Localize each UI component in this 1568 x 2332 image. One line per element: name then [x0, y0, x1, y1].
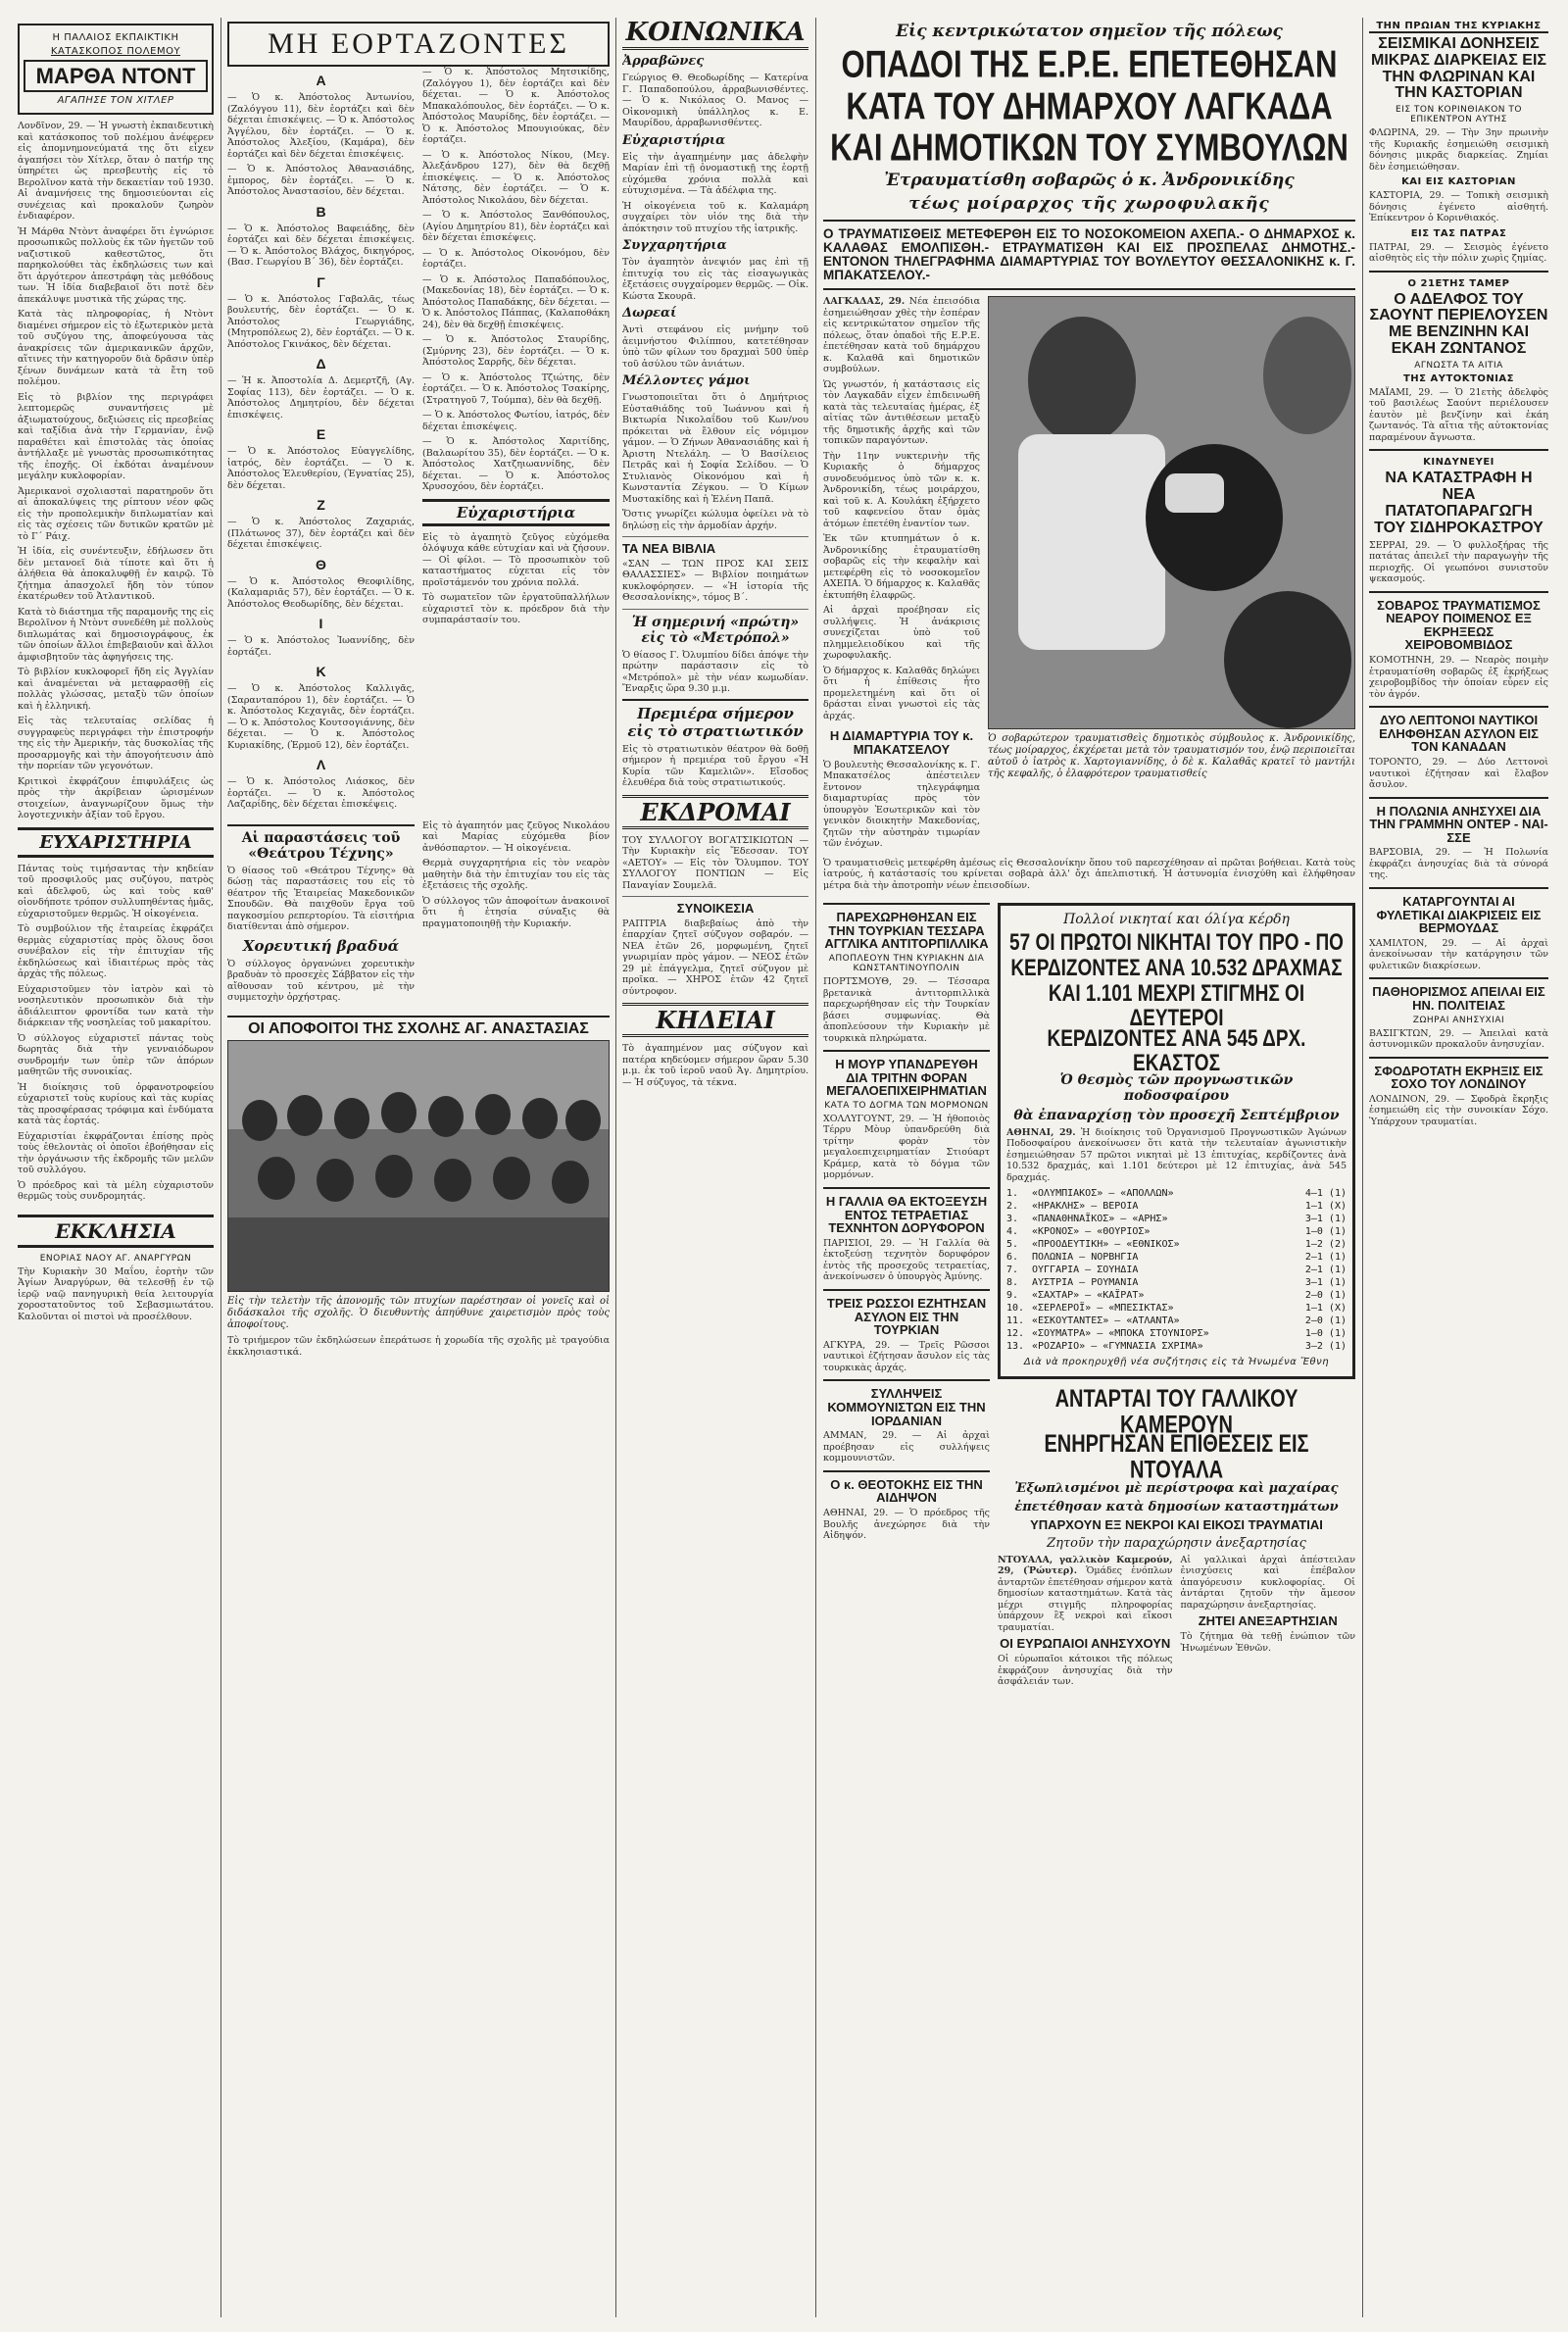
tamer-kicker: Ο 21ΕΤΗΣ ΤΑΜΕΡ [1407, 277, 1510, 289]
main-columns: Εἰς κεντρικώτατον σημεῖον τῆς πόλεως ΟΠΑΔΟΙ ΤΗΣ Ε.Ρ.Ε. ΕΠΕΤΕΘΗΣΑΝ ΚΑΤΑ ΤΟΥ ΔΗΜΑΡΧΟΥ ΛΑΓΚΑΔΑ ΚΑΙ ΔΗΜΟΤΙΚΩΝ ΤΟΥ ΣΥΜΒΟΥΛΩΝ Ἐτραυματίσθη σοβαρῶς ὁ κ. Ἀνδρονικίδης τέως μοίραρχος τῆς χωροφυλακῆς Ο ΤΡΑΥΜΑΤΙΣΘΕΙΣ ΜΕΤΕΦΕΡΘΗ ΕΙΣ ΤΟ ΝΟΣΟΚΟΜΕΙΟΝ ΑΧΕΠΑ.- Ο ΔΗΜΑΡΧΟΣ κ. ΚΑΛΑΘΑΣ ΕΜΟΛΠΙΣΘΗ.- ΕΤΡΑΥΜΑΤΙΣΘΗ ΚΑΙ ΕΙΣ ΠΡΟΣΠΕΛΑΣ ΔΗΜΟΤΗΣ.- ΕΝΤΟΝΟΝ ΤΗΛΕΓΡΑΦΗΜΑ ΔΙΑΜΑΡΤΥΡΙΑΣ ΤΟΥ ΒΟΥΛΕΥΤΟΥ ΘΕΣΣΑΛΟΝΙΚΗΣ κ. Γ. ΜΠΑΚΑΤΣΕΛΟΥ.- ΛΑΓΚΑΔΑΣ, 29. Νέα ἐπεισόδια ἐσημειώθησαν χθὲς τὴν ἑσπέραν εἰς κεντρικώτατον σημεῖον τῆς πόλεως, ὅταν ὁπαδοὶ τῆς Ε.Ρ.Ε. ἐπετέθησαν κατὰ τοῦ δημάρχου κ. Καλαθᾶ καὶ δημοτικῶν συμβούλων. Ὡς γνωστόν, ἡ κατάστασις εἰς τὸν Λαγκαδᾶν εἶχεν ἐπιδεινωθῆ κατὰ τὰς τελευταίας ἡμέρας, ἐξ αἰτίας τῶν ἀντιθέσεων μεταξὺ τῆς δημοτικῆς ἀρχῆς καὶ τῶν τοπικῶν παραγόντων. Τὴν 11ην νυκτερινὴν τῆς Κυριακῆς ὁ δήμαρχος συνοδευόμενος ὑπὸ τῶν κ. κ. Ἀνδρονικίδη, τέως μοιράρχου, καὶ τοῦ κ. Α. Κουλάκη ἐξήρχετο τοῦ καφενείου ὅταν ὁμὰς ἀτόμων ἐπετέθη ἐναντίον των. Ἐκ τῶν κτυπημάτων ὁ κ. Ἀνδρονικίδης ἐτραυματίσθη σοβαρῶς εἰς τὴν κεφαλὴν καὶ μετεφέρθη εἰς τὸ νοσοκομεῖον ΑΧΕΠΑ. Ὁ δήμαρχος κ. Καλαθᾶς ἐκτυπήθη ἐλαφρῶς. Αἱ ἀρχαὶ προέβησαν εἰς συλλήψεις. Ἡ ἀνάκρισις συνεχίζεται ὑπὸ τοῦ πλημμελειοδίκου καὶ τῆς χωροφυλακῆς. Ὁ δήμαρχος κ. Καλαθᾶς δηλώνει ὅτι ἡ ἐπίθεσις ἦτο προμελετημένη καὶ ὅτι οἱ δράσται εἶναι γνωστοὶ εἰς τὰς ἀρχάς. Η ΔΙΑΜΑΡΤΥΡΙΑ ΤΟΥ κ. ΜΠΑΚΑΤΣΕΛΟΥ Ὁ βουλευτὴς Θεσσαλονίκης κ. Γ. Μπακατσέλος ἀπέστειλεν ἔντονον τηλεγράφημα διαμαρτυρίας πρὸς τὸν ὑπουργὸν Ἐσωτερικῶν καὶ τὸν γενικὸν διοικητὴν Μακεδονίας, ζητῶν τὴν αὐστηρὰν τιμωρίαν τῶν ἐνόχων. Ὁ σοβαρώτερον τραυματισθεὶς δημοτικὸς σύμβουλος κ. Ἀνδρονικίδης, τέως μοίραρχος, ἐκχέρεται μετὰ τὸν τραυματισμόν του, ἐνῷ περιποιεῖται αὐτοῦ ὁ ἰατρὸς κ. Χαρτογιαννίδης, ὁ δὲ κ. Καλαθᾶς κρατεῖ τὸ μαντήλι τῆς κεφαλῆς, ὁ ἐλαφρότερον τραυματισθείς Ὁ τραυματισθεὶς μετεφέρθη ἀμέσως εἰς Θεσσαλονίκην ὅπου τοῦ παρεσχέθησαν αἱ πρῶται βοήθειαι. Κατὰ τοὺς ἰατρούς, ἡ κατάστασίς του κρίνεται σοβαρὰ ἀλλ' ὄχι ἀπελπιστική. Ἡ ἀστυνομία ἐνισχύθη καὶ ἐλήφθησαν μέτρα διὰ τὴν ἀποτροπὴν νέων ἐπεισοδίων. ΠΑΡΕΧΩΡΗΘΗΣΑΝ ΕΙΣ ΤΗΝ ΤΟΥΡΚΙΑΝ ΤΕΣΣΑΡΑ ΑΓΓΛΙΚΑ ΑΝΤΙΤΟΡΠΙΛΛΙΚΑ ΑΠΟΠΛΕΟΥΝ ΤΗΝ ΚΥΡΙΑΚΗΝ ΔΙΑ ΚΩΝΣΤΑΝΤΙΝΟΥΠΟΛΙΝ ΠΟΡΤΣΜΟΥΘ, 29. — Τέσσαρα βρετανικὰ ἀντιτορπιλλικὰ παρεχωρήθησαν εἰς τὴν Τουρκίαν βάσει συμφωνίας. Θὰ ἀποπλεύσουν τὴν Κυριακὴν μὲ τουρκικὰ πληρώματα. Η ΜΟΥΡ ΥΠΑΝΔΡΕΥΘΗ ΔΙΑ ΤΡΙΤΗΝ ΦΟΡΑΝ ΜΕΓΑΛΟΕΠΙΧΕΙΡΗΜΑΤΙΑΝ ΚΑΤΑ ΤΟ ΔΟΓΜΑ ΤΩΝ ΜΟΡΜΟΝΩΝ ΧΟΛΛΥΓΟΥΝΤ, 29. — Ἡ ἠθοποιὸς Τέρρυ Μὸυρ ὑπανδρεύθη διὰ τρίτην φορὰν τὸν μεγαλοεπιχειρηματίαν Στιούαρτ Κράμερ, κατὰ τὸ δόγμα τῶν μορμόνων. Η ΓΑΛΛΙΑ ΘΑ ΕΚΤΟΞΕΥΣΗ ΕΝΤΟΣ ΤΕΤΡΑΕΤΙΑΣ ΤΕΧΝΗΤΟΝ ΔΟΡΥΦΟΡΟΝ ΠΑΡΙΣΙΟΙ, 29. — Ἡ Γαλλία θὰ ἐκτοξεύσῃ τεχνητὸν δορυφόρον ἐντὸς τῆς προσεχοῦς τετραετίας, ἀνεκοίνωσεν ὁ ὑπουργὸς Ἀμύνης. ΤΡΕΙΣ ΡΩΣΣΟΙ ΕΖΗΤΗΣΑΝ ΑΣΥΛΟΝ ΕΙΣ ΤΗΝ ΤΟΥΡΚΙΑΝ ΑΓΚΥΡΑ, 29. — Τρεῖς Ρῶσσοι ναυτικοὶ ἐζήτησαν ἄσυλον εἰς τὰς τουρκικὰς ἀρχάς. ΣΥΛΛΗΨΕΙΣ ΚΟΜΜΟΥΝΙΣΤΩΝ ΕΙΣ ΤΗΝ ΙΟΡΔΑΝΙΑΝ ΑΜΜΑΝ, 29. — Αἱ ἀρχαὶ προέβησαν εἰς συλλήψεις κομμουνιστῶν. Ο κ. ΘΕΟΤΟΚΗΣ ΕΙΣ ΤΗΝ ΑΙΔΗΨΟΝ ΑΘΗΝΑΙ, 29. — Ὁ πρόεδρος τῆς Βουλῆς ἀνεχώρησε διὰ τὴν Αἰδηψόν. Πολλοί νικηταί και όλίγα κέρδη 57 ΟΙ ΠΡΩΤΟΙ ΝΙΚΗΤΑΙ ΤΟΥ ΠΡΟ - ΠΟ ΚΕΡΔΙΖΟΝΤΕΣ ΑΝΑ 10.532 ΔΡΑΧΜΑΣ ΚΑΙ 1.101 ΜΕΧΡΙ ΣΤΙΓΜΗΣ ΟΙ ΔΕΥΤΕΡΟΙ ΚΕΡΔΙΖΟΝΤΕΣ ΑΝΑ 545 ΔΡΧ. ΕΚΑΣΤΟΣ Ὁ θεσμὸς τῶν προγνωστικῶν ποδοσφαίρου θὰ ἐπαναρχίσῃ τὸν προσεχῆ Σεπτέμβριον ΑΘΗΝΑΙ, 29. Ἡ διοίκησις τοῦ Ὀργανισμοῦ Προγνωστικῶν Ἀγώνων Ποδοσφαίρου ἀνεκοίνωσεν ὅτι κατὰ τὴν τελευταίαν ἀγωνιστικὴν ἐσημειώθησαν 57 πρῶτοι νικηταὶ μὲ 13 ἐπιτυχίας, κερδίζοντες ἀνὰ 10.532 δραχμάς, καὶ 1.101 δεύτεροι μὲ 12 ἐπιτυχίας, ἀνὰ 545 δραχμάς. 1. «ΟΛΥΜΠΙΑΚΟΣ» — «ΑΠΟΛΛΩΝ» 4—1 (1) 2. «ΗΡΑΚΛΗΣ» — ΒΕΡΟΙΑ 1—1 (Χ) 3. «ΠΑΝΑΘΗΝΑΪΚΟΣ» — «ΑΡΗΣ» 3—1 (1) 4. «ΚΡΟΝΟΣ» — «ΘΟΥΡΙΟΣ» 1—0 (1) 5. «ΠΡΟΟΔΕΥΤΙΚΗ» — «ΕΘΝΙΚΟΣ» 1—2 (2) 6. ΠΟΛΩΝΙΑ — ΝΟΡΒΗΓΙΑ 2—1 (1) 7. ΟΥΓΓΑΡΙΑ — ΣΟΥΗΔΙΑ 2—1 (1) 8. ΑΥΣΤΡΙΑ — ΡΟΥΜΑΝΙΑ 3—1 (1) 9. «ΣΑΧΤΑΡ» — «ΚΑΪΡΑΤ» 2—0 (1) 10. «ΣΕΡΛΕΡΟΪ» — «ΜΠΕΣΙΚΤΑΣ» 1—1 (Χ) 11. «ΕΣΚΟΥΤΑΝΤΕΣ» — «ΑΤΛΑΝΤΑ» 2—0 (1) 12. «ΣΟΥΜΑΤΡΑ» — «ΜΠΟΚΑ ΣΤΟΥΝΙΟΡΣ» 1—0 (1) 13. «ΡΟΖΑΡΙΟ» — «ΓΥΜΝΑΣΙΑ ΣΧΡΙΜΑ» 3—2 (1) Διὰ νὰ προκηρυχθῇ νέα συζήτησις εἰς τὰ Ἡνωμένα Ἔθνη ΑΝΤΑΡΤΑΙ ΤΟΥ ΓΑΛΛΙΚΟΥ ΚΑΜΕΡΟΥΝ ΕΝΗΡΓΗΣΑΝ ΕΠΙΘΕΣΕΙΣ ΕΙΣ ΝΤΟΥΑΛΑ Ἐξωπλισμένοι μὲ περίστροφα καὶ μαχαίρας ἐπετέθησαν κατὰ δημοσίων καταστημάτων ΥΠΑΡΧΟΥΝ ΕΞ ΝΕΚΡΟΙ ΚΑΙ ΕΙΚΟΣΙ ΤΡΑΥΜΑΤΙΑΙ Ζητοῦν τὴν παραχώρησιν ἀνεξαρτησίας ΝΤΟΥΑΛΑ, γαλλικὸν Καμερούν, 29, (Ῥώυτερ). Ὁμάδες ἐνόπλων ἀνταρτῶν ἐπετέθησαν σήμερον κατὰ δημοσίων καταστημάτων. Κατὰ τὰς μέχρι στιγμῆς πληροφορίας ὑπάρχουν ἓξ νεκροὶ καὶ εἴκοσι τραυματίαι. ΟΙ ΕΥΡΩΠΑΙΟΙ ΑΝΗΣΥΧΟΥΝ Οἱ εὐρωπαῖοι κάτοικοι τῆς πόλεως ἐκφράζουν ἀνησυχίας διὰ τὴν ἀσφάλειάν των. Αἱ γαλλικαὶ ἀρχαὶ ἀπέστειλαν ἐνισχύσεις καὶ ἐπέβαλον ἀπαγόρευσιν κυκλοφορίας. Οἱ ἀντάρται ζητοῦν τὴν ἄμεσον παραχώρησιν ἀνεξαρτησίας. ΖΗΤΕΙ ΑΝΕΞΑΡΤΗΣΙΑΝ Τὸ ζήτημα θὰ τεθῇ ἐνώπιον τῶν Ἡνωμένων Ἐθνῶν. [823, 18, 1355, 2317]
turkey-sub: ΑΠΟΠΛΕΟΥΝ ΤΗΝ ΚΥΡΙΑΚΗΝ ΔΙΑ ΚΩΝΣΤΑΝΤΙΝΟΥΠΟΛΙΝ [828, 954, 985, 974]
main-story-text: ΛΑΓΚΑΔΑΣ, 29. Νέα ἐπεισόδια ἐσημειώθησαν χθὲς τὴν ἑσπέραν εἰς κεντρικώτατον σημεῖον τῆς πόλεως, ὅταν ὁπαδοὶ τῆς Ε.Ρ.Ε. ἐπετέθησαν κατὰ τοῦ δημάρχου κ. Καλαθᾶ καὶ δημοτικῶν συμβούλων. Ὡς γνωστόν, ἡ κατάστασις εἰς τὸν Λαγκαδᾶν εἶχεν ἐπιδεινωθῆ κατὰ τὰς τελευταίας ἡμέρας, ἐξ αἰτίας τῶν ἀντιθέσεων μεταξὺ τῆς δημοτικῆς ἀρχῆς καὶ τῶν τοπικῶν παραγόντων. Τὴν 11ην νυκτερινὴν τῆς Κυριακῆς ὁ δήμαρχος συνοδευόμενος ὑπὸ τῶν κ. κ. Ἀνδρονικίδη, τέως μοιράρχου, καὶ τοῦ κ. Α. Κουλάκη ἐξήρχετο τοῦ καφενείου ὅταν ὁμὰς ἀτόμων ἐπετέθη ἐναντίον των. Ἐκ τῶν κτυπημάτων ὁ κ. Ἀνδρονικίδης ἐτραυματίσθη σοβαρῶς εἰς τὴν κεφαλὴν καὶ μετεφέρθη εἰς τὸ νοσοκομεῖον ΑΧΕΠΑ. Ὁ δήμαρχος κ. Καλαθᾶς ἐκτυπήθη ἐλαφρῶς. Αἱ ἀρχαὶ προέβησαν εἰς συλλήψεις. Ἡ ἀνάκρισις συνεχίζεται ὑπὸ τοῦ πλημμελειοδίκου καὶ τῆς χωροφυλακῆς. Ὁ δήμαρχος κ. Καλαθᾶς δηλώνει ὅτι ἡ ἐπίθεσις ἦτο προμελετημένη καὶ ὅτι οἱ δράσται εἶναι γνωστοὶ εἰς τὰς ἀρχάς. Η ΔΙΑΜΑΡΤΥΡΙΑ ΤΟΥ κ. ΜΠΑΚΑΤΣΕΛΟΥ Ὁ βουλευτὴς Θεσσαλονίκης κ. Γ. Μπακατσέλος ἀπέστειλεν ἔντονον τηλεγράφημα διαμαρτυρίας πρὸς τὸν ὑπουργὸν Ἐσωτερικῶν καὶ τὸν γενικὸν διοικητὴν Μακεδονίας, ζητῶν τὴν αὐστηρὰν τιμωρίαν τῶν ἐνόχων. [823, 296, 980, 850]
sygxaritiria-head: Συγχαρητήρια [622, 238, 727, 253]
main-headline-2: ΚΑΤΑ ΤΟΥ ΔΗΜΑΡΧΟΥ ΛΑΓΚΑΔΑ [846, 84, 1333, 127]
rule-1 [220, 18, 221, 2317]
gamoi-head: Μέλλοντες γάμοι [622, 373, 751, 388]
main-headline-1: ΟΠΑΔΟΙ ΤΗΣ Ε.Ρ.Ε. ΕΠΕΤΕΘΗΣΑΝ [841, 42, 1338, 86]
propo-match-result: 3—1 (1) [1304, 1277, 1347, 1289]
propo-match-teams: «ΣΕΡΛΕΡΟΪ» — «ΜΠΕΣΙΚΤΑΣ» [1032, 1303, 1174, 1315]
propo-match-result: 2—1 (1) [1304, 1252, 1347, 1264]
main-photo [988, 296, 1355, 729]
school-photo-block: ΟΙ ΑΠΟΦΟΙΤΟΙ ΤΗΣ ΣΧΟΛΗΣ ΑΓ. ΑΝΑΣΤΑΣΙΑΣ Εἰς τὴν τελετὴν τῆς ἀπονομῆς τῶν πτυχίων παρέστησαν οἱ γονεῖς καὶ οἱ διδάσκαλοι τῆς σχολῆς. Ὁ διευθυντὴς ἀπηύθυνε χαιρετισμὸν πρὸς τοὺς ἀποφοίτους. Τὸ τριήμερον τῶν ἐκδηλώσεων ἐπεράτωσε ἡ χορωδία τῆς σχολῆς μὲ τραγούδια ἐκκλησιαστικά. [227, 1016, 610, 1359]
propo-headline-1: 57 ΟΙ ΠΡΩΤΟΙ ΝΙΚΗΤΑΙ ΤΟΥ ΠΡΟ - ΠΟ [1009, 929, 1344, 957]
propo-headline-4: ΚΕΡΔΙΖΟΝΤΕΣ ΑΝΑ 545 ΔΡΧ. ΕΚΑΣΤΟΣ [1047, 1025, 1306, 1076]
propo-match-row [1006, 1327, 1347, 1340]
dodd-headline: ΜΑΡΘΑ ΝΤΟΝΤ [24, 60, 208, 92]
propo-match-result: 2—0 (1) [1304, 1315, 1347, 1327]
jordan-head: ΣΥΛΛΗΨΕΙΣ ΚΟΜΜΟΥΝΙΣΤΩΝ ΕΙΣ ΤΗΝ ΙΟΡΔΑΝΙΑΝ [827, 1386, 986, 1428]
column-3: ΚΟΙΝΩΝΙΚΑ Ἀρραβῶνες Γεώργιος Θ. Θεοδωρίδης — Κατερίνα Γ. Παπαδοπούλου, ἀρραβωνισθέντες. — Ὁ κ. Νικόλαος Ο. Μανος — Οἰκονομικὴ ὑπάλληλος κ. Ε. Μαυρίδου, ἀρραβωνισθέντες. Εὐχαριστήρια Εἰς τὴν ἀγαπημένην μας ἀδελφὴν Μαρίαν ἐπὶ τῇ ὀνομαστικῇ της ἑορτῇ εὐχόμεθα χρόνια πολλὰ καὶ εὐτυχισμένα. — Τὰ ἀδέλφια της. Ἡ οἰκογένεια τοῦ κ. Καλαμάρη συγχαίρει τὸν υἱόν της διὰ τὴν ἀπόκτησιν τοῦ πτυχίου τῆς ἰατρικῆς. Συγχαρητήρια Τὸν ἀγαπητὸν ἀνεψιόν μας ἐπὶ τῇ ἐπιτυχίᾳ του εἰς τὰς εἰσαγωγικὰς ἐξετάσεις συγχαίρομεν θερμῶς. — Οἰκ. Κώστα Σκουρᾶ. Δωρεαί Ἀντὶ στεφάνου εἰς μνήμην τοῦ ἀειμνήστου Φιλίππου, κατετέθησαν ὑπὸ τῶν φίλων του δραχμαὶ 500 ὑπὲρ τοῦ ἀσύλου τῶν ἀνιάτων. Μέλλοντες γάμοι Γνωστοποιεῖται ὅτι ὁ Δημήτριος Εὐσταθιάδης τοῦ Ἰωάννου καὶ ἡ Βικτωρία Νικολαΐδου τοῦ Κων/νου πρόκειται νὰ ἔλθουν εἰς νόμιμον γάμον. — Ὁ Ζήνων Ἀθανασιάδης καὶ ἡ Ἀριστη Ντελάλη. — Ὁ Βασίλειος Πετρᾶς καὶ ἡ Σοφία Σελίδου. — Ὁ Στυλιανὸς Οἰκονόμου καὶ ἡ Κωνσταντία Ζέγκου. — Ὁ Κίμων Μυστακίδης καὶ ἡ Ἑλένη Παπᾶ. Ὅστις γνωρίζει κώλυμα ὀφείλει νὰ τὸ δηλώσῃ εἰς τὴν ἁρμοδίαν ἀρχήν. ΤΑ ΝΕΑ ΒΙΒΛΙΑ «ΣΑΝ — ΤΩΝ ΠΡΟΣ ΚΑΙ ΣΕΙΣ ΘΑΛΑΣΣΙΕΣ» — Βιβλίον ποιημάτων κυκλοφόρησεν. — «Ἡ ἱστορία τῆς Θεσσαλονίκης», τόμος Β΄. Ἡ σημερινή «πρώτη» εἰς τὸ «Μετρόπολ» Ὁ θίασος Γ. Ὀλυμπίου δίδει ἀπόψε τὴν πρώτην παράστασιν εἰς τὸ «Μετρόπολ» μὲ τὴν νέαν κωμωδίαν. Ἔναρξις ὥρα 9.30 μ.μ. Πρεμιέρα σήμερον εἰς τὸ στρατιωτικόν Εἰς τὸ στρατιωτικὸν θέατρον θὰ δοθῇ σήμερον ἡ πρεμιέρα τοῦ ἔργου «Ἡ Κυρία τῶν Καμελιῶν». Εἴσοδος ἐλευθέρα διὰ τοὺς στρατιωτικούς. ΕΚΔΡΟΜΑΙ ΤΟΥ ΣΥΛΛΟΓΟΥ ΒΟΓΑΤΣΙΚΙΩΤΩΝ — Τὴν Κυριακὴν εἰς Ἔδεσσαν. ΤΟΥ «ΑΕΤΟΥ» — Εἰς τὸν Ὄλυμπον. ΤΟΥ ΣΥΛΛΟΓΟΥ ΠΟΝΤΙΩΝ — Εἰς Παναγίαν Σουμελᾶ. ΣΥΝΟΙΚΕΣΙΑ ΡΑΠΤΡΙΑ διαβεβαίως ἀπὸ τὴν ἐπαρχίαν ζητεῖ σύζυγον σοβαρόν. — ΝΕΑ ἐτῶν 26, μορφωμένη, ζητεῖ γνωριμίαν πρὸς γάμον. — ΝΕΟΣ ἐτῶν 29 μὲ ἐπάγγελμα, ζητεῖ σύζυγον μὲ προῖκα. — ΧΗΡΟΣ ἐτῶν 42 ζητεῖ σύντροφον. ΚΗΔΕΙΑΙ Τὸ ἀγαπημένον μας σύζυγον καὶ πατέρα κηδεύομεν σήμερον ὥραν 5.30 μ.μ. ἐκ τοῦ ἱεροῦ ναοῦ Ἁγ. Δημητρίου. — Ἡ σύζυγος, τὰ τέκνα. [622, 18, 808, 1088]
propo-match-teams: «ΠΑΝΑΘΗΝΑΪΚΟΣ» — «ΑΡΗΣ» [1032, 1214, 1168, 1225]
col2-eucharist-banner: Εὐχαριστήρια [422, 499, 610, 526]
propo-match-number: 12. [1006, 1328, 1025, 1340]
premiera-head: Πρεμιέρα σήμερον εἰς τὸ στρατιωτικόν [622, 699, 808, 740]
letter-heading: Θ [316, 556, 326, 572]
theotokis-head: Ο κ. ΘΕΟΤΟΚΗΣ ΕΙΣ ΤΗΝ ΑΙΔΗΨΟΝ [830, 1476, 983, 1506]
main-lower [823, 897, 1355, 1691]
main-headline-3: ΚΑΙ ΔΗΜΟΤΙΚΩΝ ΤΟΥ ΣΥΜΒΟΥΛΩΝ [830, 125, 1348, 170]
theatre-story: Αἱ παραστάσεις τοῦ «Θεάτρου Τέχνης» Ὁ θίασος τοῦ «Θεάτρου Τέχνης» θὰ δώσῃ τὰς παραστάσεις του εἰς τὸ θέατρον τῆς Ἑταιρείας Μακεδονικῶν Σπουδῶν. Θὰ παιχθοῦν ἔργα τοῦ παγκοσμίου ρεπερτορίου. Τὰ εἰσιτήρια διατίθενται ἀπὸ σήμερον. Χορευτική βραδυά Ὁ σύλλογος ὀργανώνει χορευτικὴν βραδυὰν τὸ προσεχὲς Σάββατον εἰς τὴν αἴθουσαν τοῦ κέντρου, μὲ τὴν συμμετοχὴν ὀρχήστρας. [227, 820, 415, 1008]
propo-match-teams: ΟΥΓΓΑΡΙΑ — ΣΟΥΗΔΙΑ [1032, 1265, 1139, 1276]
cameroon-sub-4: Ζητοῦν τὴν παραχώρησιν ἀνεξαρτησίας [1047, 1535, 1306, 1551]
quake-sub: ΕΙΣ ΤΟΝ ΚΟΡΙΝΘΙΑΚΟΝ ΤΟ ΕΠΙΚΕΝΤΡΟΝ ΑΥΤΗΣ [1396, 105, 1522, 125]
asylum-head: ΤΡΕΙΣ ΡΩΣΣΟΙ ΕΖΗΤΗΣΑΝ ΑΣΥΛΟΝ ΕΙΣ ΤΗΝ ΤΟΥΡΚΙΑΝ [826, 1295, 987, 1338]
propo-match-teams: «ΚΡΟΝΟΣ» — «ΘΟΥΡΙΟΣ» [1032, 1226, 1151, 1238]
dodd-kicker-sub: ΚΑΤΑΣΚΟΠΟΣ ΠΟΛΕΜΟΥ [50, 46, 181, 57]
col2-lower [227, 820, 610, 1008]
propo-match-number: 3. [1006, 1214, 1019, 1225]
mormon-sub: ΚΑΤΑ ΤΟ ΔΟΓΜΑ ΤΩΝ ΜΟΡΜΟΝΩΝ [824, 1100, 989, 1111]
main-sub-2: τέως μοίραρχος τῆς χωροφυλακῆς [908, 193, 1270, 214]
cameroon-headline-1: ΑΝΤΑΡΤΑΙ ΤΟΥ ΓΑΛΛΙΚΟΥ ΚΑΜΕΡΟΥΝ [1054, 1385, 1298, 1439]
church-sub: ΕΝΟΡΙΑΣ ΝΑΟΥ ΑΓ. ΑΝΑΡΓΥΡΩΝ [39, 1253, 192, 1264]
propo-match-row [1006, 1251, 1347, 1264]
cameroon-dateline: ΝΤΟΥΑΛΑ, γαλλικὸν Καμερούν, 29, (Ῥώυτερ). [998, 1554, 1173, 1577]
diamartyria-head: Η ΔΙΑΜΑΡΤΥΡΙΑ ΤΟΥ κ. ΜΠΑΚΑΤΣΕΛΟΥ [829, 728, 974, 757]
main-story-body [823, 296, 1355, 853]
letter-heading: Δ [316, 356, 326, 372]
propo-match-number: 7. [1006, 1265, 1019, 1276]
column-2 [227, 18, 610, 2317]
dodd-subhead: ΑΓΑΠΗΣΕ ΤΟΝ ΧΙΤΛΕΡ [57, 95, 174, 107]
propo-match-result: 1—1 (Χ) [1304, 1201, 1347, 1213]
cameroon-headline-2: ΕΝΗΡΓΗΣΑΝ ΕΠΙΘΕΣΕΙΣ ΕΙΣ ΝΤΟΥΑΛΑ [1044, 1430, 1309, 1484]
propo-match-row [1006, 1200, 1347, 1213]
letter-heading: Ι [318, 616, 323, 631]
propo-sub-1: Ὁ θεσμὸς τῶν προγνωστικῶν ποδοσφαίρου [1059, 1071, 1294, 1104]
letter-heading: Β [316, 203, 326, 220]
dodd-body: Λονδῖνον, 29. — Ἡ γνωστὴ ἐκπαιδευτικὴ καὶ κατάσκοπος τοῦ πολέμου ἀνέφερεν εἰς ἀπομνημονεύματά της ὅτι εἶχεν ἀγαπήσει τὸν Χίτλερ, ὅταν ὁ πατήρ της ὑπηρέτει ὡς πρεσβευτὴς εἰς τὸ Βερολῖνον κατὰ τὴν δεκαετίαν τοῦ 1930. Αἱ ἀναμνήσεις της δημοσιεύονται εἰς συνέχειας καὶ προκαλοῦν ζωηρὸν ἐνδιαφέρον. Ἡ Μάρθα Ντὸντ ἀναφέρει ὅτι ἐγνώρισε προσωπικῶς πολλοὺς ἐκ τῶν ἡγετῶν τοῦ ναζιστικοῦ καθεστῶτος, ὅτι παρηκολούθει τὰς ἐκδηλώσεις των καὶ ὅτι ἀργότερον ἀπεστράφη τὰς μεθόδους των. Ἡ ἰδία διαβεβαιοῖ ὅτι ποτὲ δὲν ἀπεκάλυψε μυστικὰ τῆς χώρας της. Κατὰ τὰς πληροφορίας, ἡ Ντὸντ διαμένει σήμερον εἰς τὸ ἐξωτερικὸν μετὰ τοῦ συζύγου της, ἀποφεύγουσα τὰς ἀνακρίσεις τῶν ἀμερικανικῶν ἀρχῶν, αἵτινες τὴν κατηγοροῦν διὰ δρᾶσιν ὑπὲρ ξένων δυνάμεων κατὰ τὰ ἔτη τοῦ πολέμου. Εἰς τὸ βιβλίον της περιγράφει λεπτομερῶς συναντήσεις μὲ ἀξιωματούχους, δεξιώσεις εἰς πρεσβείας καὶ ταξίδια ἀνὰ τὴν Γερμανίαν, ἐνῷ παραθέτει καὶ ἐπιστολὰς τὰς ὁποίας ἀντήλλαξε μὲ γνωστὰς προσωπικότητας τῆς ἐποχῆς. Οἱ ἐκδόται ἀναμένουν μεγάλην κυκλοφορίαν. Ἀμερικανοὶ σχολιασταὶ παρατηροῦν ὅτι αἱ ἀποκαλύψεις της ρίπτουν νέον φῶς εἰς τὴν προπολεμικὴν διπλωματίαν καὶ εἰς τὰς σχέσεις τῶν δυτικῶν κρατῶν μὲ τὸ Γ΄ Ράιχ. Ἡ ἰδία, εἰς συνέντευξιν, ἐδήλωσεν ὅτι δὲν μετανοεῖ διὰ τίποτε καὶ ὅτι ἡ ἀλήθεια θὰ ἀποκαλυφθῇ ἐν καιρῷ. Τὸ ζήτημα ἀπασχολεῖ ἤδη τὸν τύπον ἑκατέρωθεν τοῦ Ἀτλαντικοῦ. Κατὰ τὸ διάστημα τῆς παραμονῆς της εἰς Βερολῖνον ἡ Ντὸντ συνεδέθη μὲ πολλοὺς διπλωμάτας καὶ δημοσιογράφους, ἐκ τῶν ὁποίων ἄλλοι ἐπιβεβαιοῦν καὶ ἄλλοι ἀμφισβητοῦν τὰς ἀφηγήσεις της. Τὸ βιβλίον κυκλοφορεῖ ἤδη εἰς Ἀγγλίαν καὶ ἀναμένεται νὰ μεταφρασθῇ εἰς πολλὰς γλώσσας, μεταξὺ τῶν ὁποίων καὶ ἡ ἑλληνική. Εἰς τὰς τελευταίας σελίδας ἡ συγγραφεὺς περιγράφει τὴν ἐπιστροφήν της εἰς τὴν Ἀμερικήν, τὰς δυσκολίας τῆς προσαρμογῆς καὶ τὴν ἀπογοήτευσιν ἀπὸ τὴν πορείαν τῶν γεγονότων. Κριτικοὶ ἐκφράζουν ἐπιφυλάξεις ὡς πρὸς τὴν ἀκρίβειαν ὡρισμένων στοιχείων, ἀναγνωρίζουν ὅμως τὴν λογοτεχνικὴν ἀξίαν τοῦ ἔργου. [18, 121, 214, 821]
propo-match-result: 1—2 (2) [1304, 1239, 1347, 1251]
rule-3 [815, 18, 816, 2317]
kideiai-title: ΚΗΔΕΙΑΙ [622, 1003, 808, 1037]
propo-box: Πολλοί νικηταί και όλίγα κέρδη 57 ΟΙ ΠΡΩΤΟΙ ΝΙΚΗΤΑΙ ΤΟΥ ΠΡΟ - ΠΟ ΚΕΡΔΙΖΟΝΤΕΣ ΑΝΑ 10.532 ΔΡΑΧΜΑΣ ΚΑΙ 1.101 ΜΕΧΡΙ ΣΤΙΓΜΗΣ ΟΙ ΔΕΥΤΕΡΟΙ ΚΕΡΔΙΖΟΝΤΕΣ ΑΝΑ 545 ΔΡΧ. ΕΚΑΣΤΟΣ Ὁ θεσμὸς τῶν προγνωστικῶν ποδοσφαίρου θὰ ἐπαναρχίσῃ τὸν προσεχῆ Σεπτέμβριον ΑΘΗΝΑΙ, 29. Ἡ διοίκησις τοῦ Ὀργανισμοῦ Προγνωστικῶν Ἀγώνων Ποδοσφαίρου ἀνεκοίνωσεν ὅτι κατὰ τὴν τελευταίαν ἀγωνιστικὴν ἐσημειώθησαν 57 πρῶτοι νικηταὶ μὲ 13 ἐπιτυχίας, κερδίζοντες ἀνὰ 10.532 δραχμάς, καὶ 1.101 δεύτεροι μὲ 12 ἐπιτυχίας, ἀνὰ 545 δραχμάς. 1. «ΟΛΥΜΠΙΑΚΟΣ» — «ΑΠΟΛΛΩΝ» 4—1 (1) 2. «ΗΡΑΚΛΗΣ» — ΒΕΡΟΙΑ 1—1 (Χ) 3. «ΠΑΝΑΘΗΝΑΪΚΟΣ» — «ΑΡΗΣ» 3—1 (1) 4. «ΚΡΟΝΟΣ» — «ΘΟΥΡΙΟΣ» 1—0 (1) 5. «ΠΡΟΟΔΕΥΤΙΚΗ» — «ΕΘΝΙΚΟΣ» 1—2 (2) 6. ΠΟΛΩΝΙΑ — ΝΟΡΒΗΓΙΑ 2—1 (1) 7. ΟΥΓΓΑΡΙΑ — ΣΟΥΗΔΙΑ 2—1 (1) 8. ΑΥΣΤΡΙΑ — ΡΟΥΜΑΝΙΑ 3—1 (1) 9. «ΣΑΧΤΑΡ» — «ΚΑΪΡΑΤ» 2—0 (1) 10. «ΣΕΡΛΕΡΟΪ» — «ΜΠΕΣΙΚΤΑΣ» 1—1 (Χ) 11. «ΕΣΚΟΥΤΑΝΤΕΣ» — «ΑΤΛΑΝΤΑ» 2—0 (1) 12. «ΣΟΥΜΑΤΡΑ» — «ΜΠΟΚΑ ΣΤΟΥΝΙΟΡΣ» 1—0 (1) 13. «ΡΟΖΑΡΙΟ» — «ΓΥΜΝΑΣΙΑ ΣΧΡΙΜΑ» 3—2 (1) Διὰ νὰ προκηρυχθῇ νέα συζήτησις εἰς τὰ Ἡνωμένα Ἔθνη [998, 903, 1355, 1379]
kastoria-head: ΚΑΙ ΕΙΣ ΚΑΣΤΟΡΙΑΝ [1401, 176, 1516, 188]
propo-sub-2: θὰ ἐπαναρχίσῃ τὸν προσεχῆ Σεπτέμβριον [1013, 1107, 1340, 1123]
propo-match-row [1006, 1315, 1347, 1327]
propo-match-teams: ΠΟΛΩΝΙΑ — ΝΟΡΒΗΓΙΑ [1032, 1252, 1139, 1264]
propo-match-row [1006, 1302, 1347, 1315]
school-photo-caption: Εἰς τὴν τελετὴν τῆς ἀπονομῆς τῶν πτυχίων παρέστησαν οἱ γονεῖς καὶ οἱ διδάσκαλοι τῆς σχολῆς. Ὁ διευθυντὴς ἀπηύθυνε χαιρετισμὸν πρὸς τοὺς ἀποφοίτους. [227, 1296, 610, 1331]
propo-match-teams: «ΣΟΥΜΑΤΡΑ» — «ΜΠΟΚΑ ΣΤΟΥΝΙΟΡΣ» [1032, 1328, 1209, 1340]
propo-match-row [1006, 1289, 1347, 1302]
names-day-title: ΜΗ ΕΟΡΤΑΖΟΝΤΕΣ [227, 22, 610, 67]
propo-match-row [1006, 1340, 1347, 1353]
propo-match-result: 1—1 (Χ) [1304, 1303, 1347, 1315]
propo-match-result: 2—0 (1) [1304, 1290, 1347, 1302]
propo-match-result: 1—0 (1) [1304, 1328, 1347, 1340]
koinonika-title: ΚΟΙΝΩΝΙΚΑ [622, 18, 808, 50]
nea-vivlia-head: ΤΑ ΝΕΑ ΒΙΒΛΙΑ [622, 541, 716, 556]
dodd-story-box [18, 24, 214, 115]
main-sub-1: Ἐτραυματίσθη σοβαρῶς ὁ κ. Ἀνδρονικίδης [884, 170, 1295, 190]
names-day-right: — Ὁ κ. Ἀπόστολος Μητσικίδης, (Ζαλόγγου 1), δὲν ἑορτάζει καὶ δὲν δέχεται. — Ὁ κ. Ἀπόστολος Μπακαλόπουλος, δὲν ἑορτάζει. — Ὁ κ. Ἀπόστολος Μαυρίδης, δὲν ἑορτάζει. — Ὁ κ. Ἀπόστολος Μπουγιούκας, δὲν ἑορτάζει. — Ὁ κ. Ἀπόστολος Νίκου, (Μεγ. Ἀλεξάνδρου 127), δὲν θὰ δεχθῇ ἐπισκέψεις. — Ὁ κ. Ἀπόστολος Νάτσης, δὲν ἑορτάζει. — Ὁ κ. Ἀπόστολος Νικολάου, δὲν δέχεται. — Ὁ κ. Ἀπόστολος Ξανθόπουλος, (Αγίου Δημητρίου 81), δὲν ἑορτάζει καὶ δὲν δέχεται ἐπισκέψεις. — Ὁ κ. Ἀπόστολος Οἰκονόμου, δὲν ἑορτάζει. — Ὁ κ. Ἀπόστολος Παπαδόπουλος, (Μακεδονίας 18), δὲν ἑορτάζει. — Ὁ κ. Ἀπόστολος Παπαδάκης, δὲν δέχεται. — Ὁ κ. Ἀπόστολος Πάππας, (Καλαποθάκη 24), δὲν θὰ δεχθῇ ἐπισκέψεις. — Ὁ κ. Ἀπόστολος Σταυρίδης, (Σμύρνης 23), δὲν ἑορτάζει. — Ὁ κ. Ἀπόστολος Σαρρῆς, δὲν δέχεται. — Ὁ κ. Ἀπόστολος Τζιώτης, δὲν ἑορτάζει. — Ὁ κ. Ἀπόστολος Τσακίρης, (Στρατηγοῦ 7, Τούμπα), δὲν θὰ δεχθῇ. — Ὁ κ. Ἀπόστολος Φωτίου, ἰατρός, δὲν δέχεται ἐπισκέψεις. — Ὁ κ. Ἀπόστολος Χαριτίδης, (Βαλαωρίτου 35), δὲν ἑορτάζει. — Ὁ κ. Ἀπόστολος Χατζηιωαννίδης, δὲν δέχεται. — Ὁ κ. Ἀπόστολος Χρυσοχόου, δὲν ἑορτάζει. Εὐχαριστήρια Εἰς τὸ ἀγαπητὸ ζεῦγος εὐχόμεθα ὁλόψυχα κάθε εὐτυχίαν καὶ νὰ ζήσουν. — Οἱ φίλοι. — Τὸ προσωπικὸν τοῦ καταστήματος εὐχεται εἰς τὸν προϊστάμενόν του χρόνια πολλά. Τὸ σωματεῖον τῶν ἐργατοϋπαλλήλων εὐχαριστεῖ τὸν κ. πρόεδρον διὰ τὴν συμπαράστασίν του. [422, 67, 610, 625]
column-6: ΤΗΝ ΠΡΩΙΑΝ ΤΗΣ ΚΥΡΙΑΚΗΣ ΣΕΙΣΜΙΚΑΙ ΔΟΝΗΣΕΙΣ ΜΙΚΡΑΣ ΔΙΑΡΚΕΙΑΣ ΕΙΣ ΤΗΝ ΦΛΩΡΙΝΑΝ ΚΑΙ ΤΗΝ ΚΑΣΤΟΡΙΑΝ ΕΙΣ ΤΟΝ ΚΟΡΙΝΘΙΑΚΟΝ ΤΟ ΕΠΙΚΕΝΤΡΟΝ ΑΥΤΗΣ ΦΛΩΡΙΝΑ, 29. — Τὴν 3ην πρωινὴν τῆς Κυριακῆς ἐσημειώθη σεισμικὴ δόνησις μικρᾶς διαρκείας. Ζημίαι δὲν ἐσημειώθησαν. ΚΑΙ ΕΙΣ ΚΑΣΤΟΡΙΑΝ ΚΑΣΤΟΡΙΑ, 29. — Τοπικὴ σεισμικὴ δόνησις ἐγένετο αἰσθητή. Ἐπίκεντρον ὁ Κορινθιακός. ΕΙΣ ΤΑΣ ΠΑΤΡΑΣ ΠΑΤΡΑΙ, 29. — Σεισμὸς ἐγένετο αἰσθητὸς εἰς τὴν πόλιν χωρὶς ζημίας. Ο 21ΕΤΗΣ ΤΑΜΕΡ Ο ΑΔΕΛΦΟΣ ΤΟΥ ΣΑΟΥΝΤ ΠΕΡΙΕΛΟΥΣΕΝ ΜΕ ΒΕΝΖΙΝΗΝ ΚΑΙ ΕΚΑΗ ΖΩΝΤΑΝΟΣ ΑΓΝΩΣΤΑ ΤΑ ΑΙΤΙΑ ΤΗΣ ΑΥΤΟΚΤΟΝΙΑΣ ΜΑΪΑΜΙ, 29. — Ὁ 21ετὴς ἀδελφὸς τοῦ βασιλέως Σαούντ περιέλουσεν ἑαυτὸν μὲ βενζίνην καὶ ἐκάη ζωντανός. Τὰ αἴτια τῆς αὐτοκτονίας παραμένουν ἄγνωστα. ΚΙΝΔΥΝΕΥΕΙ ΝΑ ΚΑΤΑΣΤΡΑΦΗ Η ΝΕΑ ΠΑΤΑΤΟΠΑΡΑΓΩΓΗ ΤΟΥ ΣΙΔΗΡΟΚΑΣΤΡΟΥ ΣΕΡΡΑΙ, 29. — Ὁ φυλλοξήρας τῆς πατάτας ἀπειλεῖ τὴν παραγωγὴν τῆς περιοχῆς. Οἱ γεωπόνοι συνιστοῦν ψεκασμούς. ΣΟΒΑΡΟΣ ΤΡΑΥΜΑΤΙΣΜΟΣ ΝΕΑΡΟΥ ΠΟΙΜΕΝΟΣ ΕΞ ΕΚΡΗΞΕΩΣ ΧΕΙΡΟΒΟΜΒΙΔΟΣ ΚΟΜΟΤΗΝΗ, 29. — Νεαρὸς ποιμὴν ἐτραυματίσθη σοβαρῶς ἐξ ἐκρήξεως χειροβομβίδος τὴν ὁποίαν εὗρεν εἰς τὸν ἀγρόν. ΔΥΟ ΛΕΠΤΟΝΟΙ ΝΑΥΤΙΚΟΙ ΕΛΗΦΘΗΣΑΝ ΑΣΥΛΟΝ ΕΙΣ ΤΟΝ ΚΑΝΑΔΑΝ ΤΟΡΟΝΤΟ, 29. — Δύο Λεττονοὶ ναυτικοὶ ἐζήτησαν καὶ ἔλαβον ἄσυλον. Η ΠΟΛΩΝΙΑ ΑΝΗΣΥΧΕΙ ΔΙΑ ΤΗΝ ΓΡΑΜΜΗΝ ΟΝΤΕΡ - ΝΑΙ-ΣΣΕ ΒΑΡΣΟΒΙΑ, 29. — Ἡ Πολωνία ἐκφράζει ἀνησυχίας διὰ τὰ σύνορά της. ΚΑΤΑΡΓΟΥΝΤΑΙ ΑΙ ΦΥΛΕΤΙΚΑΙ ΔΙΑΚΡΙΣΕΙΣ ΕΙΣ ΒΕΡΜΟΥΔΑΣ ΧΑΜΙΛΤΟΝ, 29. — Αἱ ἀρχαὶ ἀνεκοίνωσαν τὴν κατάργησιν τῶν φυλετικῶν διακρίσεων. ΠΑΘΗΟΡΙΣΜΟΣ ΑΠΕΙΛΑΙ ΕΙΣ ΗΝ. ΠΟΛΙΤΕΙΑΣ ΖΩΗΡΑΙ ΑΝΗΣΥΧΙΑΙ ΒΑΣΙΓΚΤΩΝ, 29. — Ἀπειλαὶ κατὰ ἀστυνομικῶν προκαλοῦν ἀνησυχίαν. ΣΦΟΔΡΟΤΑΤΗ ΕΚΡΗΞΙΣ ΕΙΣ ΣΟΧΟ ΤΟΥ ΛΟΝΔΙΝΟΥ ΛΟΝΔΙΝΟΝ, 29. — Σφοδρὰ ἔκρηξις ἐσημειώθη εἰς τὴν συνοικίαν Σόχο. Ὑπάρχουν τραυματίαι. [1369, 21, 1548, 1127]
cameroon-sub-1: Ἐξωπλισμένοι μὲ περίστροφα καὶ μαχαίρας [1014, 1481, 1339, 1497]
main-kicker: Εἰς κεντρικώτατον σημεῖον τῆς πόλεως [896, 22, 1283, 41]
propo-kicker: Πολλοί νικηταί και όλίγα κέρδη [1063, 912, 1290, 928]
tamer-head: Ο ΑΔΕΛΦΟΣ ΤΟΥ ΣΑΟΥΝΤ ΠΕΡΙΕΛΟΥΣΕΝ ΜΕ ΒΕΝΖΙΝΗΝ ΚΑΙ ΕΚΑΗ ΖΩΝΤΑΝΟΣ [1369, 290, 1548, 358]
dance-head: Χορευτική βραδυά [242, 936, 400, 955]
newspaper-page [18, 18, 1548, 2317]
propo-match-teams: «ΡΟΖΑΡΙΟ» — «ΓΥΜΝΑΣΙΑ ΣΧΡΙΜΑ» [1032, 1341, 1203, 1353]
main-dateline: ΛΑΓΚΑΔΑΣ, 29. [823, 296, 906, 308]
col2-right-lower: Εἰς τὸ ἀγαπητόν μας ζεῦγος Νικολάου καὶ Μαρίας εὐχόμεθα βίον ἀνθόσπαρτον. — Ἡ οἰκογένεια. Θερμὰ συγχαρητήρια εἰς τὸν νεαρὸν μαθητὴν διὰ τὴν ἐπιτυχίαν του εἰς τὰς ἐξετάσεις τῆς σχολῆς. Ὁ σύλλογος τῶν ἀποφοίτων ἀνακοινοῖ ὅτι ἡ ἐτησία σύναξις θὰ πραγματοποιηθῇ τὴν Κυριακήν. [422, 819, 610, 929]
propo-match-result: 1—0 (1) [1304, 1226, 1347, 1238]
church-body: Τὴν Κυριακὴν 30 Μαΐου, ἑορτὴν τῶν Ἁγίων Ἀναργύρων, θὰ τελεσθῇ ἐν τῷ ἱερῷ ναῷ πανηγυρικὴ θεία λειτουργία χοροστατοῦντος τοῦ Σεβασμιωτάτου. Καλοῦνται οἱ πιστοὶ νὰ προσέλθουν. [18, 1265, 214, 1322]
eucharist-banner: ΕΥΧΑΡΙΣΤΗΡΙΑ [18, 827, 214, 858]
school-photo-head: ΟΙ ΑΠΟΦΟΙΤΟΙ ΤΗΣ ΣΧΟΛΗΣ ΑΓ. ΑΝΑΣΤΑΣΙΑΣ [227, 1016, 610, 1038]
propo-match-result: 3—1 (1) [1304, 1214, 1347, 1225]
propo-headline-3: ΚΑΙ 1.101 ΜΕΧΡΙ ΣΤΙΓΜΗΣ ΟΙ ΔΕΥΤΕΡΟΙ [1048, 980, 1305, 1031]
propo-match-teams: «ΠΡΟΟΔΕΥΤΙΚΗ» — «ΕΘΝΙΚΟΣ» [1032, 1239, 1180, 1251]
main-lower-left: ΠΑΡΕΧΩΡΗΘΗΣΑΝ ΕΙΣ ΤΗΝ ΤΟΥΡΚΙΑΝ ΤΕΣΣΑΡΑ ΑΓΓΛΙΚΑ ΑΝΤΙΤΟΡΠΙΛΛΙΚΑ ΑΠΟΠΛΕΟΥΝ ΤΗΝ ΚΥΡΙΑΚΗΝ ΔΙΑ ΚΩΝΣΤΑΝΤΙΝΟΥΠΟΛΙΝ ΠΟΡΤΣΜΟΥΘ, 29. — Τέσσαρα βρετανικὰ ἀντιτορπιλλικὰ παρεχωρήθησαν εἰς τὴν Τουρκίαν βάσει συμφωνίας. Θὰ ἀποπλεύσουν τὴν Κυριακὴν μὲ τουρκικὰ πληρώματα. Η ΜΟΥΡ ΥΠΑΝΔΡΕΥΘΗ ΔΙΑ ΤΡΙΤΗΝ ΦΟΡΑΝ ΜΕΓΑΛΟΕΠΙΧΕΙΡΗΜΑΤΙΑΝ ΚΑΤΑ ΤΟ ΔΟΓΜΑ ΤΩΝ ΜΟΡΜΟΝΩΝ ΧΟΛΛΥΓΟΥΝΤ, 29. — Ἡ ἠθοποιὸς Τέρρυ Μὸυρ ὑπανδρεύθη διὰ τρίτην φορὰν τὸν μεγαλοεπιχειρηματίαν Στιούαρτ Κράμερ, κατὰ τὸ δόγμα τῶν μορμόνων. Η ΓΑΛΛΙΑ ΘΑ ΕΚΤΟΞΕΥΣΗ ΕΝΤΟΣ ΤΕΤΡΑΕΤΙΑΣ ΤΕΧΝΗΤΟΝ ΔΟΡΥΦΟΡΟΝ ΠΑΡΙΣΙΟΙ, 29. — Ἡ Γαλλία θὰ ἐκτοξεύσῃ τεχνητὸν δορυφόρον ἐντὸς τῆς προσεχοῦς τετραετίας, ἀνεκοίνωσεν ὁ ὑπουργὸς Ἀμύνης. ΤΡΕΙΣ ΡΩΣΣΟΙ ΕΖΗΤΗΣΑΝ ΑΣΥΛΟΝ ΕΙΣ ΤΗΝ ΤΟΥΡΚΙΑΝ ΑΓΚΥΡΑ, 29. — Τρεῖς Ρῶσσοι ναυτικοὶ ἐζήτησαν ἄσυλον εἰς τὰς τουρκικὰς ἀρχάς. ΣΥΛΛΗΨΕΙΣ ΚΟΜΜΟΥΝΙΣΤΩΝ ΕΙΣ ΤΗΝ ΙΟΡΔΑΝΙΑΝ ΑΜΜΑΝ, 29. — Αἱ ἀρχαὶ προέβησαν εἰς συλλήψεις κομμουνιστῶν. Ο κ. ΘΕΟΤΟΚΗΣ ΕΙΣ ΤΗΝ ΑΙΔΗΨΟΝ ΑΘΗΝΑΙ, 29. — Ὁ πρόεδρος τῆς Βουλῆς ἀνεχώρησε διὰ τὴν Αἰδηψόν. [823, 897, 990, 1691]
column-1 [18, 18, 214, 2317]
letter-heading: Κ [316, 664, 326, 679]
church-banner: ΕΚΚΛΗΣΙΑ [18, 1215, 214, 1248]
propo-match-teams: «ΕΣΚΟΥΤΑΝΤΕΣ» — «ΑΤΛΑΝΤΑ» [1032, 1315, 1180, 1327]
propo-match-teams: «ΗΡΑΚΛΗΣ» — ΒΕΡΟΙΑ [1032, 1201, 1139, 1213]
names-day-left: Α — Ὁ κ. Ἀπόστολος Ἀντωνίου, (Ζαλόγγου 11), δὲν ἑορτάζει καὶ δὲν δέχεται ἐπισκέψεις. — Ὁ κ. Ἀπόστολος Ἀγγέλου, δὲν ἑορτάζει. — Ὁ κ. Ἀπόστολος Ἀλεξίου, (Καμάρα), δὲν ἑορτάζει καὶ δὲν δέχεται ἐπισκέψεις. — Ὁ κ. Ἀπόστολος Ἀθανασιάδης, ἐμπορος, δὲν ἑορτάζει. — Ὁ κ. Ἀπόστολος Ἀναστασίου, δὲν δέχεται. Β — Ὁ κ. Ἀπόστολος Βαφειάδης, δὲν ἑορτάζει καὶ δὲν δέχεται ἐπισκέψεις. — Ὁ κ. Ἀπόστολος Βλάχος, δικηγόρος, (Βασ. Γεωργίου Β΄ 36), δὲν ἑορτάζει. Γ — Ὁ κ. Ἀπόστολος Γαβαλᾶς, τέως βουλευτής, δὲν ἑορτάζει. — Ὁ κ. Ἀπόστολος Γεωργιάδης, (Μητροπόλεως 2), δὲν ἑορτάζει. — Ὁ κ. Ἀπόστολος Γκινάκος, δὲν δέχεται. Δ — Ἡ κ. Ἀποστολία Δ. Δεμερτζῆ, (Αγ. Σοφίας 113), δὲν ἑορτάζει. — Ὁ κ. Ἀπόστολος Δημητρίου, δὲν δέχεται ἐπισκέψεις. Ε — Ὁ κ. Ἀπόστολος Εὐαγγελίδης, ἰατρός, δὲν ἑορτάζει. — Ὁ κ. Ἀπόστολος Ἐλευθερίου, (Ἐγνατίας 25), δὲν δέχεται. Ζ — Ὁ κ. Ἀπόστολος Ζαχαριάς, (Πλάτωνος 37), δὲν ἑορτάζει καὶ δὲν δέχεται ἐπισκέψεις. Θ — Ὁ κ. Ἀπόστολος Θεοφιλίδης, (Καλαμαριᾶς 57), δὲν ἑορτάζει. — Ὁ κ. Ἀπόστολος Θεοδωρίδης, δὲν δέχεται. Ι — Ὁ κ. Ἀπόστολος Ἰωαννίδης, δὲν ἑορτάζει. Κ — Ὁ κ. Ἀπόστολος Καλλιγᾶς, (Σαρανταπόρου 1), δὲν ἑορτάζει. — Ὁ κ. Ἀπόστολος Κεχαγιᾶς, δὲν ἑορτάζει. — Ὁ κ. Ἀπόστολος Κουτσογιάννης, δὲν δέχεται. — Ὁ κ. Ἀπόστολος Κυριακίδης, (Ἑρμοῦ 12), δὲν ἑορτάζει. Λ — Ὁ κ. Ἀπόστολος Λιάσκος, δὲν ἑορτάζει. — Ὁ κ. Ἀπόστολος Λαζαρίδης, δὲν δέχεται ἐπισκέψεις. [227, 73, 415, 810]
danger-head: ΝΑ ΚΑΤΑΣΤΡΑΦΗ Η ΝΕΑ ΠΑΤΑΤΟΠΑΡΑΓΩΓΗ ΤΟΥ ΣΙΔΗΡΟΚΑΣΤΡΟΥ [1374, 470, 1544, 536]
eucharist-body: Πάντας τοὺς τιμήσαντας τὴν κηδείαν τοῦ προσφιλοῦς μας συζύγου, πατρὸς καὶ ἀδελφοῦ, ὡς καὶ τοὺς καθ' οἱονδήποτε τρόπον συλλυπηθέντας ἡμᾶς, εὐχαριστοῦμεν θερμῶς. Ἡ οἰκογένεια. Τὸ συμβούλιον τῆς ἑταιρείας ἐκφράζει θερμὰς εὐχαριστίας πρὸς ὅλους ὅσοι συνέβαλον εἰς τὴν ἐπιτυχίαν τῆς ἐκδηλώσεως καὶ ἰδιαιτέρως πρὸς τὰς ἀρχὰς τῆς πόλεως. Εὐχαριστοῦμεν τὸν ἰατρὸν καὶ τὸ νοσηλευτικὸν προσωπικὸν διὰ τὴν ἀδιάλειπτον φροντίδα των κατὰ τὴν διάρκειαν τῆς νοσηλείας τοῦ μακαρίτου. Ὁ σύλλογος εὐχαριστεῖ πάντας τοὺς δωρητὰς διὰ τὴν γενναιόδωρον συνδρομήν των ὑπὲρ τῶν ἀπόρων μαθητῶν τῆς συνοικίας. Ἡ διοίκησις τοῦ ὀρφανοτροφείου εὐχαριστεῖ τοὺς κυρίους καὶ τὰς κυρίας τὰς προσφέρασας τρόφιμα καὶ ἐνδύματα κατὰ τὰς ἑορτάς. Εὐχαριστίαι ἐκφράζονται ἐπίσης πρὸς τοὺς ἐθελοντὰς οἱ ὁποῖοι ἐβοήθησαν εἰς τὴν ὀργάνωσιν τῆς ἐκδρομῆς τῶν μελῶν τοῦ συλλόγου. Ὁ πρόεδρος καὶ τὰ μέλη εὐχαριστοῦν θερμῶς τοὺς συνδρομητάς. [18, 863, 214, 1203]
cameroon-body: ΝΤΟΥΑΛΑ, γαλλικὸν Καμερούν, 29, (Ῥώυτερ). Ὁμάδες ἐνόπλων ἀνταρτῶν ἐπετέθησαν σήμερον κατὰ δημοσίων καταστημάτων. Κατὰ τὰς μέχρι στιγμῆς πληροφορίας ὑπάρχουν ἓξ νεκροὶ καὶ εἴκοσι τραυματίαι. ΟΙ ΕΥΡΩΠΑΙΟΙ ΑΝΗΣΥΧΟΥΝ Οἱ εὐρωπαῖοι κάτοικοι τῆς πόλεως ἐκφράζουν ἀνησυχίας διὰ τὴν ἀσφάλειάν των. Αἱ γαλλικαὶ ἀρχαὶ ἀπέστειλαν ἐνισχύσεις καὶ ἐπέβαλον ἀπαγόρευσιν κυκλοφορίας. Οἱ ἀντάρται ζητοῦν τὴν ἄμεσον παραχώρησιν ἀνεξαρτησίας. ΖΗΤΕΙ ΑΝΕΞΑΡΤΗΣΙΑΝ Τὸ ζήτημα θὰ τεθῇ ἐνώπιον τῶν Ἡνωμένων Ἐθνῶν. [998, 1554, 1355, 1688]
names-day-grid [227, 67, 610, 815]
letter-heading: Α [316, 73, 326, 88]
propo-match-number: 4. [1006, 1226, 1019, 1238]
eucharist-head: Εὐχαριστήρια [622, 132, 726, 148]
metropol-head: Ἡ σημερινή «πρώτη» εἰς τὸ «Μετρόπολ» [631, 614, 800, 646]
cameroon-sub-3: ΥΠΑΡΧΟΥΝ ΕΞ ΝΕΚΡΟΙ ΚΑΙ ΕΙΚΟΣΙ ΤΡΑΥΜΑΤΙΑΙ [1030, 1517, 1323, 1533]
police-head: ΠΑΘΗΟΡΙΣΜΟΣ ΑΠΕΙΛΑΙ ΕΙΣ ΗΝ. ΠΟΛΙΤΕΙΑΣ [1372, 984, 1545, 1014]
letter-heading: Λ [316, 757, 326, 772]
police-sub: ΖΩΗΡΑΙ ΑΝΗΣΥΧΙΑΙ [1412, 1015, 1505, 1025]
independence-head: ΖΗΤΕΙ ΑΝΕΞΑΡΤΗΣΙΑΝ [1198, 1613, 1338, 1629]
letter-heading: Γ [317, 273, 325, 290]
main-photo-caption: Ὁ σοβαρώτερον τραυματισθεὶς δημοτικὸς σύμβουλος κ. Ἀνδρονικίδης, τέως μοίραρχος, ἐκχέρεται μετὰ τὸν τραυματισμόν του, ἐνῷ περιποιεῖται αὐτοῦ ὁ ἰατρὸς κ. Χαρτογιαννίδης, ὁ δὲ κ. Καλαθᾶς κρατεῖ τὸ μαντήλι τῆς κεφαλῆς, ὁ ἐλαφρότερον τραυματισθείς [988, 733, 1355, 780]
propo-match-result: 2—1 (1) [1304, 1265, 1347, 1276]
propo-match-number: 10. [1006, 1303, 1025, 1315]
synoikesia-head: ΣΥΝΟΙΚΕΣΙΑ [676, 901, 755, 917]
propo-match-teams: «ΣΑΧΤΑΡ» — «ΚΑΪΡΑΤ» [1032, 1290, 1145, 1302]
propo-dateline: ΑΘΗΝΑΙ, 29. [1006, 1126, 1076, 1138]
rule-4 [1362, 18, 1363, 2317]
propo-match-row [1006, 1276, 1347, 1289]
propo-match-number: 11. [1006, 1315, 1025, 1327]
suicides-head: ΤΗΣ ΑΥΤΟΚΤΟΝΙΑΣ [1402, 372, 1515, 384]
quake-head: ΣΕΙΣΜΙΚΑΙ ΔΟΝΗΣΕΙΣ ΜΙΚΡΑΣ ΔΙΑΡΚΕΙΑΣ ΕΙΣ ΤΗΝ ΦΛΩΡΙΝΑΝ ΚΑΙ ΤΗΝ ΚΑΣΤΟΡΙΑΝ [1371, 35, 1546, 102]
europeans-head: ΟΙ ΕΥΡΩΠΑΙΟΙ ΑΝΗΣΥΧΟΥΝ [1000, 1636, 1171, 1652]
patras-head: ΕΙΣ ΤΑΣ ΠΑΤΡΑΣ [1410, 227, 1507, 239]
letter-heading: Ζ [317, 497, 325, 513]
propo-match-number: 9. [1006, 1290, 1019, 1302]
poland-head: Η ΠΟΛΩΝΙΑ ΑΝΗΣΥΧΕΙ ΔΙΑ ΤΗΝ ΓΡΑΜΜΗΝ ΟΝΤΕΡ - ΝΑΙ-ΣΣΕ [1369, 803, 1548, 845]
mormon-head: Η ΜΟΥΡ ΥΠΑΝΔΡΕΥΘΗ ΔΙΑ ΤΡΙΤΗΝ ΦΟΡΑΝ ΜΕΓΑΛΟΕΠΙΧΕΙΡΗΜΑΤΙΑΝ [826, 1057, 987, 1099]
london-head: ΣΦΟΔΡΟΤΑΤΗ ΕΚΡΗΞΙΣ ΕΙΣ ΣΟΧΟ ΤΟΥ ΛΟΝΔΙΝΟΥ [1374, 1063, 1544, 1092]
france-head: Η ΓΑΛΛΙΑ ΘΑ ΕΚΤΟΞΕΥΣΗ ΕΝΤΟΣ ΤΕΤΡΑΕΤΙΑΣ ΤΕΧΝΗΤΟΝ ΔΟΡΥΦΟΡΟΝ [825, 1193, 988, 1236]
propo-match-row [1006, 1187, 1347, 1200]
main-photo-block [988, 296, 1355, 853]
propo-match-row [1006, 1238, 1347, 1251]
dorea-head: Δωρεαί [622, 306, 677, 321]
propo-match-number: 5. [1006, 1239, 1019, 1251]
propo-match-row [1006, 1225, 1347, 1238]
propo-match-teams: «ΟΛΥΜΠΙΑΚΟΣ» — «ΑΠΟΛΛΩΝ» [1032, 1188, 1174, 1200]
rule-2 [615, 18, 616, 2317]
propo-matches [1006, 1187, 1347, 1353]
propo-match-number: 13. [1006, 1341, 1025, 1353]
bermuda-head: ΚΑΤΑΡΓΟΥΝΤΑΙ ΑΙ ΦΥΛΕΤΙΚΑΙ ΔΙΑΚΡΙΣΕΙΣ ΕΙΣ ΒΕΡΜΟΥΔΑΣ [1376, 893, 1542, 936]
propo-match-number: 8. [1006, 1277, 1019, 1289]
cameroon-sub-2: ἐπετέθησαν κατὰ δημοσίων καταστημάτων [1014, 1500, 1339, 1515]
arravones-head: Ἀρραβῶνες [622, 54, 705, 69]
propo-match-number: 6. [1006, 1252, 1019, 1264]
ekdromai-title: ΕΚΔΡΟΜΑΙ [622, 795, 808, 829]
propo-match-row [1006, 1213, 1347, 1225]
propo-footer: Διὰ νὰ προκηρυχθῇ νέα συζήτησις εἰς τὰ Ἡνωμένα Ἔθνη [1023, 1357, 1330, 1368]
propo-match-row [1006, 1264, 1347, 1276]
propo-match-result: 3—2 (1) [1304, 1341, 1347, 1353]
letter-heading: Ε [316, 426, 326, 442]
tamer-sub: ΑΓΝΩΣΤΑ ΤΑ ΑΙΤΙΑ [1414, 360, 1503, 371]
propo-headline-2: ΚΕΡΔΙΖΟΝΤΕΣ ΑΝΑ 10.532 ΔΡΑΧΜΑΣ [1010, 955, 1343, 982]
propo-match-number: 1. [1006, 1188, 1019, 1200]
injury-head: ΣΟΒΑΡΟΣ ΤΡΑΥΜΑΤΙΣΜΟΣ ΝΕΑΡΟΥ ΠΟΙΜΕΝΟΣ ΕΞ ΕΚΡΗΞΕΩΣ ΧΕΙΡΟΒΟΜΒΙΔΟΣ [1377, 597, 1541, 653]
propo-match-number: 2. [1006, 1201, 1019, 1213]
school-photo [227, 1040, 610, 1292]
turkey-head: ΠΑΡΕΧΩΡΗΘΗΣΑΝ ΕΙΣ ΤΗΝ ΤΟΥΡΚΙΑΝ ΤΕΣΣΑΡΑ ΑΓΓΛΙΚΑ ΑΝΤΙΤΟΡΠΙΛΛΙΚΑ [824, 910, 989, 952]
dodd-kicker: Η ΠΑΛΑΙΟΣ ΕΚΠΑΙΚΤΙΚΗ [52, 32, 179, 43]
propo-match-result: 4—1 (1) [1304, 1188, 1347, 1200]
theatre-head: Αἱ παραστάσεις τοῦ «Θεάτρου Τέχνης» [227, 824, 415, 862]
danger-kicker: ΚΙΝΔΥΝΕΥΕΙ [1423, 457, 1494, 469]
navy-head: ΔΥΟ ΛΕΠΤΟΝΟΙ ΝΑΥΤΙΚΟΙ ΕΛΗΦΘΗΣΑΝ ΑΣΥΛΟΝ ΕΙΣ ΤΟΝ ΚΑΝΑΔΑΝ [1379, 713, 1539, 755]
main-lower-right [998, 897, 1355, 1691]
col6-masthead: ΤΗΝ ΠΡΩΙΑΝ ΤΗΣ ΚΥΡΙΑΚΗΣ [1369, 21, 1548, 33]
main-lead: Ο ΤΡΑΥΜΑΤΙΣΘΕΙΣ ΜΕΤΕΦΕΡΘΗ ΕΙΣ ΤΟ ΝΟΣΟΚΟΜΕΙΟΝ ΑΧΕΠΑ.- Ο ΔΗΜΑΡΧΟΣ κ. ΚΑΛΑΘΑΣ ΕΜΟΛΠΙΣΘΗ.- ΕΤΡΑΥΜΑΤΙΣΘΗ ΚΑΙ ΕΙΣ ΠΡΟΣΠΕΛΑΣ ΔΗΜΟΤΗΣ.- ΕΝΤΟΝΟΝ ΤΗΛΕΓΡΑΦΗΜΑ ΔΙΑΜΑΡΤΥΡΙΑΣ ΤΟΥ ΒΟΥΛΕΥΤΟΥ ΘΕΣΣΑΛΟΝΙΚΗΣ κ. Γ. ΜΠΑΚΑΤΣΕΛΟΥ.- [823, 225, 1355, 283]
propo-match-teams: ΑΥΣΤΡΙΑ — ΡΟΥΜΑΝΙΑ [1032, 1277, 1139, 1289]
